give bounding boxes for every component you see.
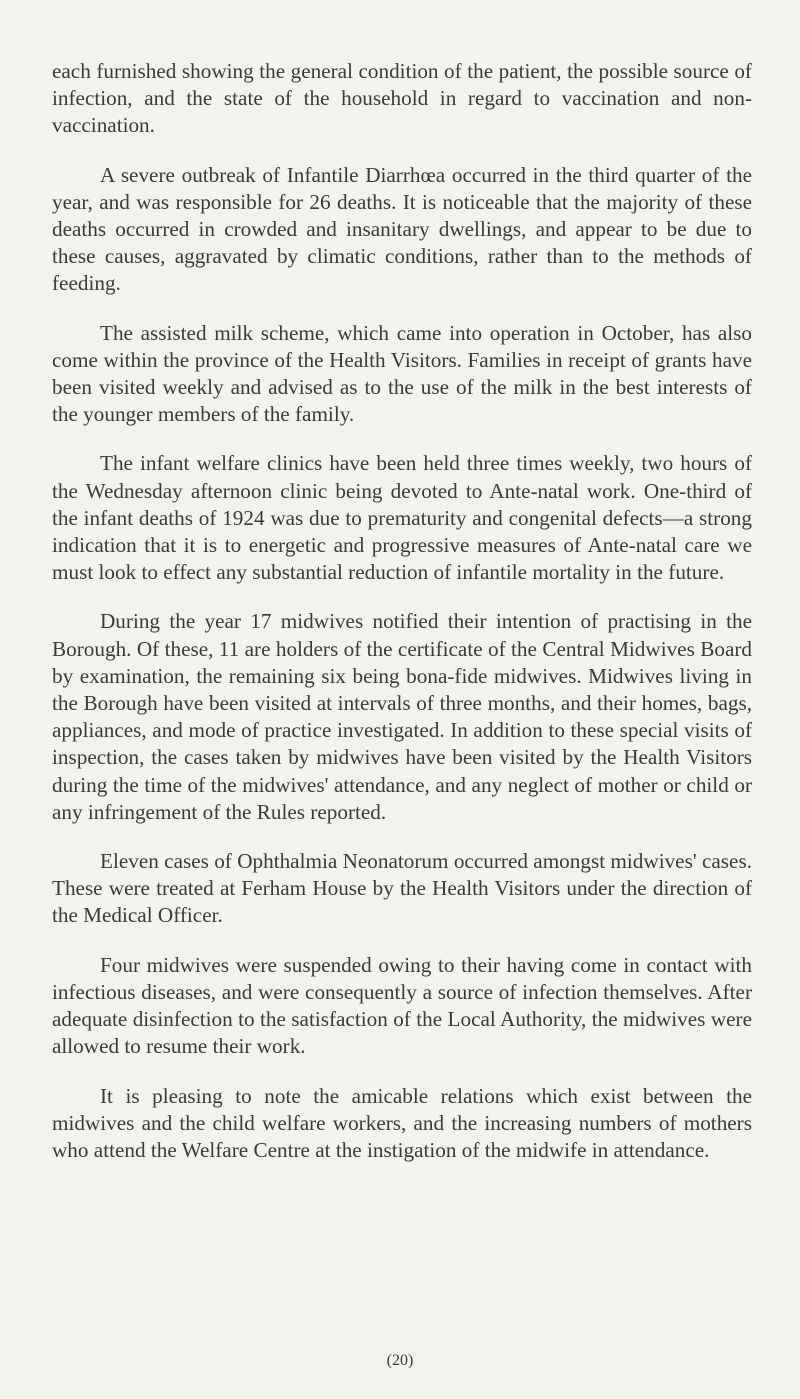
document-body bbox=[52, 58, 752, 1186]
paragraph-ophthalmia-neonatorum: Eleven cases of Ophthalmia Neonatorum occurred amongst midwives' cases. These were treated at Ferham House by the Health Visitors under the direction of the Medical Officer. bbox=[52, 849, 752, 928]
paragraph-amicable-relations: It is pleasing to note the amicable relations which exist between the midwives and the child welfare workers, and the increasing numbers of mothers who attend the Welfare Centre at the instigation of the midwife in attendance. bbox=[52, 1083, 752, 1162]
paragraph-midwives-suspended: Four midwives were suspended owing to their having come in contact with infectious diseases, and were consequently a source of infection themselves. After adequate disinfection to the satisfaction of the Local Authority, the midwives were allowed to resume their work. bbox=[52, 952, 752, 1059]
paragraph-continuation: each furnished showing the general condition of the patient, the possible source of infection, and the state of the household in regard to vaccination and non-vaccination. bbox=[52, 59, 752, 138]
paragraph-assisted-milk-scheme: The assisted milk scheme, which came into operation in October, has also come within the province of the Health Visitors. Families in receipt of grants have been visited weekly and advised as to the use of the milk in the best interests of the younger members of the family. bbox=[52, 320, 752, 427]
paragraph-midwives-notified: During the year 17 midwives notified their intention of practising in the Borough. Of these, 11 are holders of the certificate of the Central Midwives Board by examination, the remaining six being bona-fide midwives. Midwives living in the Borough have been visited at intervals of three months, and their homes, bags, appliances, and mode of practice investigated. In addition to these special visits of inspection, the cases taken by midwives have been visited by the Health Visitors during the time of the midwives' attendance, and any neglect of mother or child or any infringement of the Rules reported. bbox=[52, 609, 752, 824]
page-number: (20) bbox=[386, 1352, 414, 1369]
paragraph-infantile-diarrhoea: A severe outbreak of Infantile Diarrhœa occurred in the third quarter of the year, and was responsible for 26 deaths. It is noticeable that the majority of these deaths occurred in crowded and insanitary dwellings, and appear to be due to these causes, aggravated by climatic conditions, rather than to the methods of feeding. bbox=[52, 162, 752, 296]
paragraph-infant-welfare-clinics: The infant welfare clinics have been held three times weekly, two hours of the Wednesday afternoon clinic being devoted to Ante-natal work. One-third of the infant deaths of 1924 was due to prematurity and congenital defects—a strong indication that it is to energetic and progressive measures of Ante-natal care we must look to effect any substantial reduction of infantile mortality in the future. bbox=[52, 451, 752, 585]
